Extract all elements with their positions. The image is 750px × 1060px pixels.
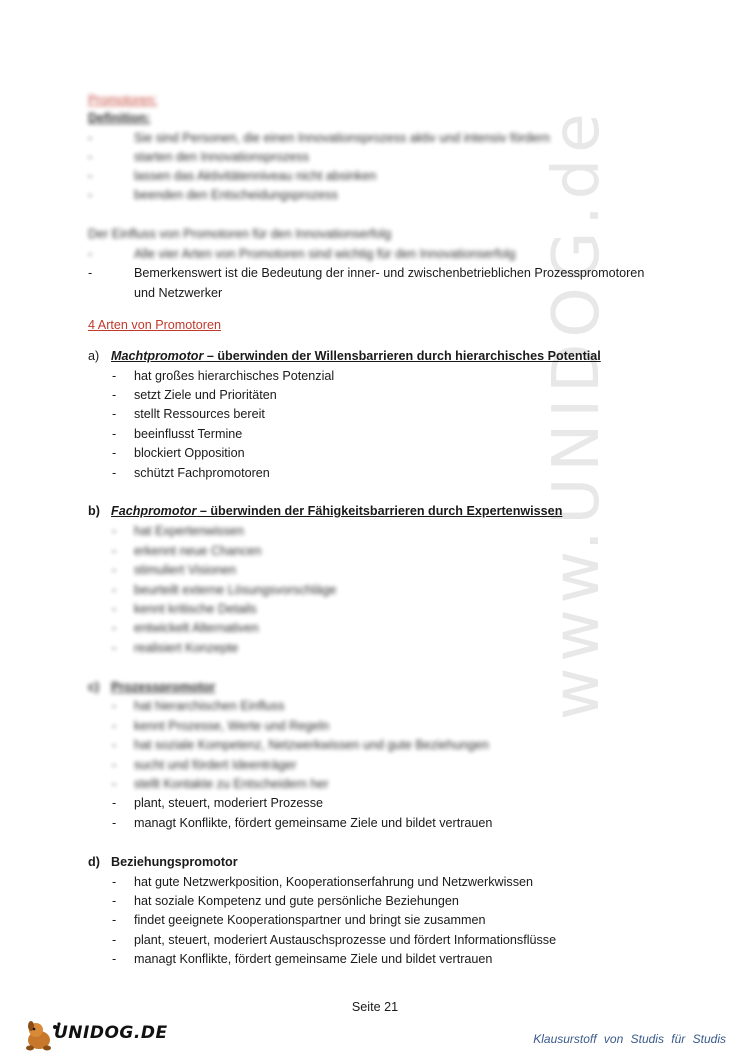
promotoren-heading: Promotoren:: [88, 93, 158, 107]
document-page: www.UNIDOG.de Promotoren: Definition: - Sie sind Personen, die einen Innovationsprozess aktiv und intensiv fördern - starten den Innovationsprozess - lassen das Aktivitätenniveau nicht absinken - beenden den Entscheidungsprozess Der Einfluss von Promotoren für den Innovationserfolg - Alle vier Arten von Promotoren sind wichtig für den Innovationserfolg - Bemerkenswert ist die Bedeutung der inner- und zwischenbetrieblichen Prozesspromotoren und Netzwerker 4 Arten von Promotoren a) Machtpromotor – überwinden der Willensbarrieren durch hierarchisches Potential - hat großes hierarchisches Potenzial - setzt Ziele und Prioritäten - stellt Ressources bereit - beeinflusst Termine - blockiert Opposition - schützt Fachpromotoren b) Fachpromotor – überwinden der Fähigkeitsbarrieren durch Expertenwissen - hat Expertenwissen - erkennt neue Chancen - stimuliert Visionen - beurteilt externe Lösungsvorschläge - kennt kritische Details - entwickelt Alternativen - realisiert Konzepte c) Prozesspromotor - hat hierarchischen Einfluss - kennt Prozesse, Werte und Regeln - hat soziale Kompetenz, Netzwerkwissen und gute Beziehungen - sucht und fördert Ideenträger - stellt Kontakte zu Entscheidern her - plant, steuert, moderiert Prozesse - managt Konflikte, fördert gemeinsame Ziele und bildet vertrauen d) Beziehungspromotor - hat gute Netzwerkposition, Kooperationserfahrung und Netzwerkwissen - hat soziale Kompetenz und gute persönliche Beziehungen - findet geeignete Kooperationspartner und bringt sie zusammen - plant, steuert, moderiert Austauschsprozesse und fördert Informationsflüsse - managt Konflikte, fördert gemeinsame Ziele und bildet vertrauen Seite 21 UNIDOG.DE Klausurstoff von Studis für Studis: [0, 0, 750, 1060]
logo-text: UNIDOG.DE: [54, 1023, 168, 1043]
list-item-continuation: und Netzwerker: [134, 286, 223, 300]
einfluss-title: Der Einfluss von Promotoren für den Innovationserfolg: [88, 227, 392, 241]
watermark: www.UNIDOG.de: [540, 107, 614, 720]
arten-heading: 4 Arten von Promotoren: [88, 318, 222, 332]
footer-slogan: Klausurstoff von Studis für Studis: [533, 1032, 726, 1046]
page-number: Seite 21: [351, 1000, 399, 1014]
definition-label: Definition:: [88, 111, 151, 125]
